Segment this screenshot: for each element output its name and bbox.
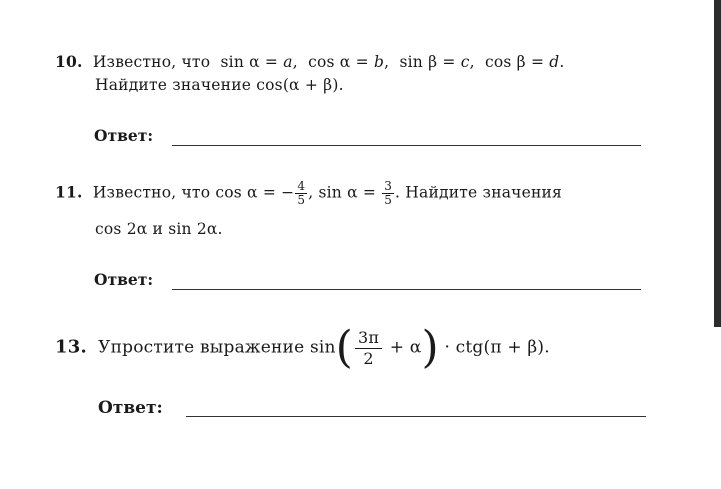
- math-term: cos β =: [484, 53, 545, 71]
- fraction-numerator: 4: [297, 179, 306, 193]
- fraction-numerator: 3π: [355, 328, 382, 349]
- problem-11: [55, 180, 562, 207]
- math-var: d: [549, 53, 560, 71]
- problem-text: , sin α =: [308, 183, 377, 202]
- fraction-denominator: 2: [363, 348, 374, 368]
- problem-number: 10.: [55, 52, 83, 71]
- math-term: sin β =: [399, 53, 456, 71]
- math-var: b: [373, 53, 385, 71]
- problem-text: Известно, что cos α = −: [92, 183, 295, 202]
- fraction-numerator: 3: [384, 179, 393, 193]
- answer-label: Ответ:: [94, 270, 154, 289]
- problem-11-line2: cos 2α и sin 2α.: [95, 220, 223, 238]
- right-paren: ): [421, 322, 439, 373]
- problem-10-line2: Найдите значение cos(α + β).: [95, 76, 344, 94]
- fraction: [382, 180, 394, 207]
- fraction: [355, 328, 382, 369]
- problem-text: . Найдите значения: [395, 183, 563, 202]
- math-term: sin α =: [220, 53, 279, 71]
- answer-label: Ответ:: [94, 126, 154, 145]
- problem-text: Известно, что: [92, 53, 211, 71]
- answer-line[interactable]: [172, 289, 641, 290]
- math-var: c: [460, 53, 470, 71]
- fraction-denominator: 5: [297, 193, 306, 207]
- answer-line[interactable]: [186, 416, 646, 417]
- math-term: cos α =: [308, 53, 369, 71]
- problem-text: Упростите выражение sin: [98, 337, 336, 358]
- math-var: a: [283, 53, 293, 71]
- problem-number: 11.: [55, 182, 83, 202]
- answer-label: Ответ:: [98, 398, 163, 418]
- problem-10: 10. Известно, что sin α = a, cos α = b, sin β = c, cos β = d.: [55, 52, 565, 71]
- fraction: [295, 180, 307, 207]
- fraction-denominator: 5: [384, 193, 393, 207]
- problem-13: [55, 322, 550, 373]
- page-edge-shadow: [714, 0, 721, 327]
- math-term: + α: [389, 337, 422, 358]
- left-paren: (: [335, 322, 354, 373]
- math-term: · ctg(π + β).: [444, 337, 550, 358]
- answer-line[interactable]: [172, 145, 641, 146]
- problem-number: 13.: [55, 336, 87, 358]
